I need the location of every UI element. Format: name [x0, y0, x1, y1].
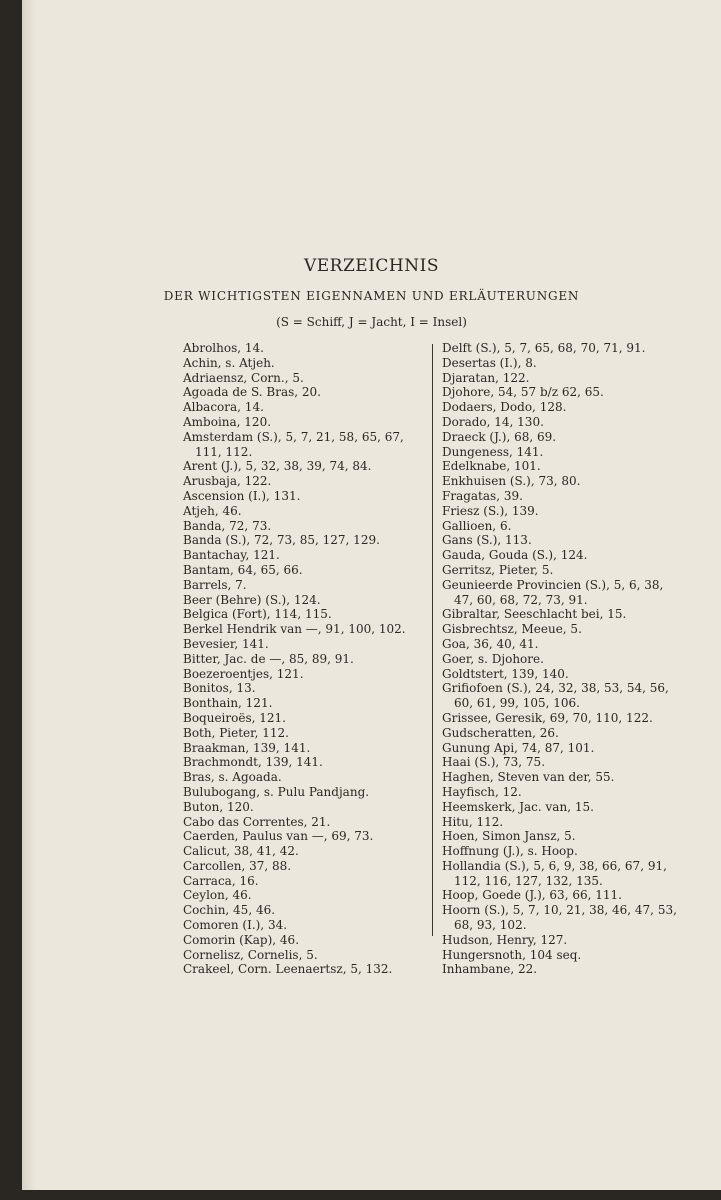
index-entry: Delft (S.), 5, 7, 65, 68, 70, 71, 91.	[442, 341, 646, 355]
index-entry: Gallioen, 6.	[442, 518, 512, 533]
index-entry: Friesz (S.), 139.	[442, 503, 539, 518]
index-entry: Bantam, 64, 65, 66.	[183, 562, 303, 577]
index-entry: Beer (Behre) (S.), 124.	[183, 592, 321, 607]
index-entry: Hollandia (S.), 5, 6, 9, 38, 66, 67, 91,	[442, 858, 667, 873]
index-entry: 68, 93, 102.	[454, 918, 527, 933]
index-entry: Carcollen, 37, 88.	[183, 858, 292, 873]
index-entry: 47, 60, 68, 72, 73, 91.	[454, 592, 588, 607]
index-entry: Cornelisz, Cornelis, 5.	[183, 947, 318, 962]
index-entry: Bevesier, 141.	[183, 636, 269, 651]
index-entry: Amboina, 120.	[183, 414, 272, 429]
index-entry: Ceylon, 46.	[183, 888, 252, 903]
index-entry: Barrels, 7.	[183, 577, 247, 592]
index-entry: Goldtstert, 139, 140.	[442, 666, 569, 681]
index-entry: Enkhuisen (S.), 73, 80.	[442, 474, 581, 489]
index-entry: Dungeness, 141.	[442, 444, 544, 459]
index-entry: Gerritsz, Pieter, 5.	[442, 562, 554, 577]
index-title: VERZEICHNIS	[304, 256, 439, 276]
index-entry: Gudscheratten, 26.	[442, 725, 559, 740]
index-entry: Heemskerk, Jac. van, 15.	[442, 799, 594, 814]
index-entry: 111, 112.	[195, 444, 253, 459]
index-entry: Fragatas, 39.	[442, 488, 523, 503]
index-entry: Buton, 120.	[183, 799, 254, 814]
index-entry: Bulubogang, s. Pulu Pandjang.	[183, 784, 370, 799]
index-entry: Ascension (I.), 131.	[183, 488, 301, 503]
index-entry: Edelknabe, 101.	[442, 459, 541, 474]
index-entry: Djohore, 54, 57 b/z 62, 65.	[442, 385, 604, 400]
index-entry: 112, 116, 127, 132, 135.	[454, 873, 603, 888]
index-entry: Hoop, Goede (J.), 63, 66, 111.	[442, 888, 622, 903]
index-column-right	[442, 341, 717, 977]
index-entry: Gibraltar, Seeschlacht bei, 15.	[442, 607, 627, 622]
index-entry: Both, Pieter, 112.	[183, 725, 289, 740]
index-entry: Geunieerde Provincien (S.), 5, 6, 38,	[442, 577, 664, 592]
index-entry: Agoada de S. Bras, 20.	[183, 385, 321, 400]
index-entry: Calicut, 38, 41, 42.	[183, 844, 299, 859]
index-entry: Abrolhos, 14.	[183, 341, 264, 355]
index-entry: Crakeel, Corn. Leenaertsz, 5, 132.	[183, 962, 393, 977]
index-entry: Banda, 72, 73.	[183, 518, 272, 533]
index-entry: Achin, s. Atjeh.	[183, 355, 275, 370]
index-entry: Carraca, 16.	[183, 873, 259, 888]
index-entry: Hayfisch, 12.	[442, 784, 522, 799]
index-entry: Haai (S.), 73, 75.	[442, 755, 546, 770]
index-entry: Hoorn (S.), 5, 7, 10, 21, 38, 46, 47, 53,	[442, 903, 677, 918]
index-entry: Haghen, Steven van der, 55.	[442, 770, 615, 785]
index-entry: Inhambane, 22.	[442, 962, 538, 977]
index-entry: Comoren (I.), 34.	[183, 918, 288, 933]
index-entry: Berkel Hendrik van —, 91, 100, 102.	[183, 622, 406, 637]
index-entry: Brachmondt, 139, 141.	[183, 755, 323, 770]
index-entry: Desertas (I.), 8.	[442, 355, 537, 370]
index-entry: Gauda, Gouda (S.), 124.	[442, 548, 588, 563]
index-entry: Arusbaja, 122.	[183, 474, 272, 489]
index-column-left	[183, 341, 448, 977]
index-entry: Dorado, 14, 130.	[442, 414, 544, 429]
index-entry: Comorin (Kap), 46.	[183, 932, 300, 947]
index-entry: Gisbrechtsz, Meeue, 5.	[442, 622, 582, 637]
index-entry: Grissee, Geresik, 69, 70, 110, 122.	[442, 710, 653, 725]
index-entry: Gunung Api, 74, 87, 101.	[442, 740, 595, 755]
index-entry: Hungersnoth, 104 seq.	[442, 947, 582, 962]
index-entry: Adriaensz, Corn., 5.	[183, 370, 304, 385]
index-entry: Atjeh, 46.	[183, 503, 242, 518]
index-entry: Hoen, Simon Jansz, 5.	[442, 829, 576, 844]
index-entry: Bantachay, 121.	[183, 548, 280, 563]
index-entry: Gans (S.), 113.	[442, 533, 532, 548]
index-entry: Draeck (J.), 68, 69.	[442, 429, 557, 444]
index-entry: Caerden, Paulus van —, 69, 73.	[183, 829, 374, 844]
index-entry: Dodaers, Dodo, 128.	[442, 400, 567, 415]
index-entry: Goer, s. Djohore.	[442, 651, 544, 666]
index-entry: Hitu, 112.	[442, 814, 504, 829]
index-entry: Bitter, Jac. de —, 85, 89, 91.	[183, 651, 354, 666]
index-entry: Boqueiroës, 121.	[183, 710, 286, 725]
index-entry: Albacora, 14.	[183, 400, 264, 415]
column-divider	[432, 344, 433, 936]
index-entry: Goa, 36, 40, 41.	[442, 636, 539, 651]
abbreviation-legend: (S = Schiff, J = Jacht, I = Insel)	[276, 315, 467, 329]
index-entry: Braakman, 139, 141.	[183, 740, 311, 755]
index-entry: Djaratan, 122.	[442, 370, 530, 385]
index-entry: Boezeroentjes, 121.	[183, 666, 304, 681]
index-entry: Hoffnung (J.), s. Hoop.	[442, 844, 578, 859]
page-gutter-shadow	[22, 0, 36, 1190]
index-entry: Bras, s. Agoada.	[183, 770, 282, 785]
index-entry: Grifiofoen (S.), 24, 32, 38, 53, 54, 56,	[442, 681, 669, 696]
book-page	[22, 0, 721, 1190]
index-entry: Belgica (Fort), 114, 115.	[183, 607, 332, 622]
index-entry: Cabo das Correntes, 21.	[183, 814, 331, 829]
index-entry: 60, 61, 99, 105, 106.	[454, 696, 580, 711]
index-entry: Arent (J.), 5, 32, 38, 39, 74, 84.	[183, 459, 372, 474]
index-entry: Hudson, Henry, 127.	[442, 932, 568, 947]
index-entry: Banda (S.), 72, 73, 85, 127, 129.	[183, 533, 380, 548]
index-entry: Amsterdam (S.), 5, 7, 21, 58, 65, 67,	[183, 429, 404, 444]
index-entry: Bonthain, 121.	[183, 696, 273, 711]
index-entry: Cochin, 45, 46.	[183, 903, 276, 918]
index-entry: Bonitos, 13.	[183, 681, 256, 696]
index-subtitle: DER WICHTIGSTEN EIGENNAMEN UND ERLÄUTERUNGEN	[163, 289, 580, 303]
